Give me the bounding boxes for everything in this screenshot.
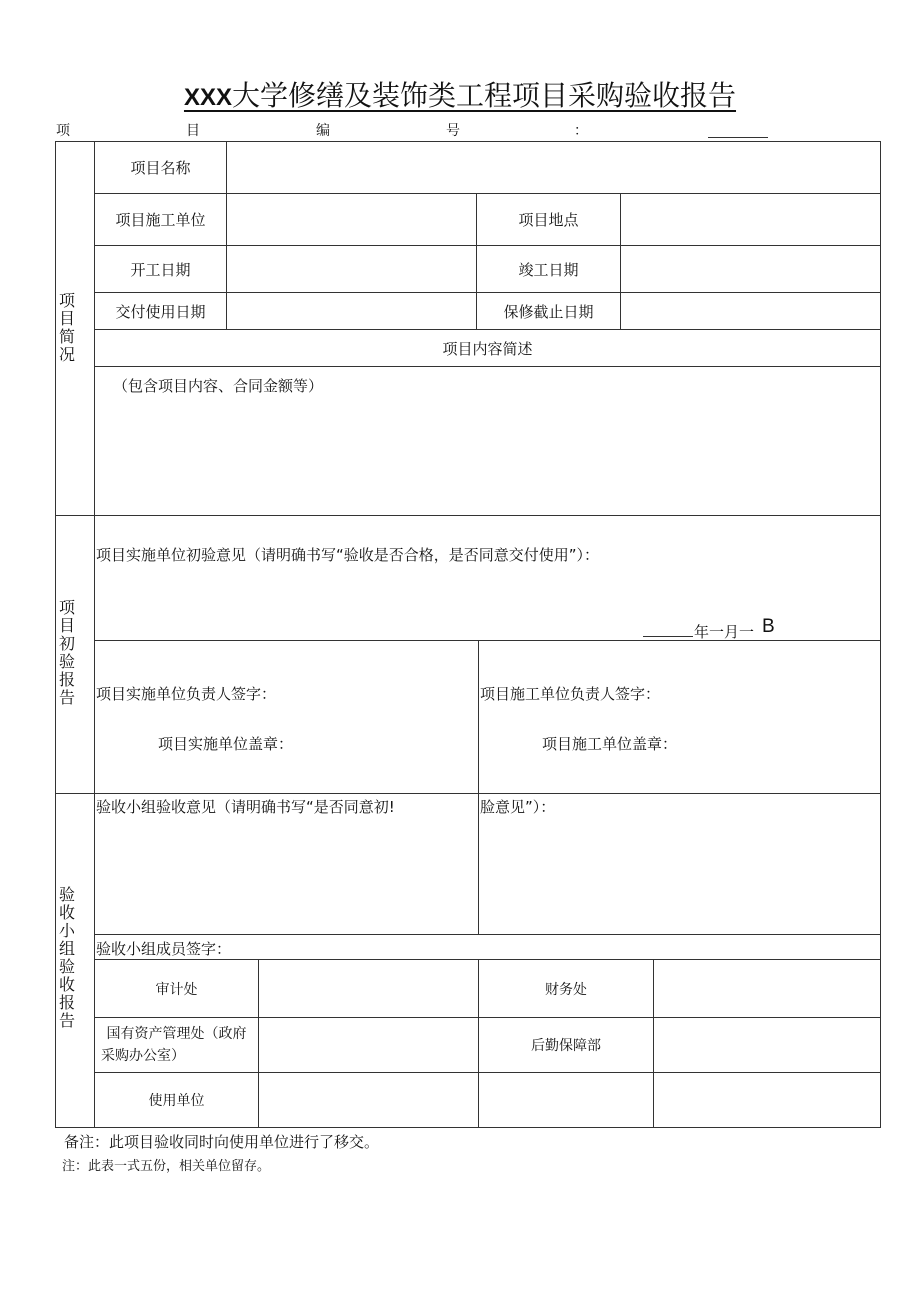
asset-label-line2: 采购办公室） <box>101 1048 185 1064</box>
col-divider <box>478 640 479 793</box>
delivery-date-label: 交付使用日期 <box>115 302 206 321</box>
table-border-right <box>880 141 881 1128</box>
project-number-char-2: 目 <box>186 123 200 139</box>
content-header: 项目内容简述 <box>442 339 533 358</box>
row-divider <box>94 640 881 641</box>
date-year-blank <box>643 622 693 637</box>
asset-label-line1: 国有资产管理处（政府 <box>106 1026 247 1042</box>
constr-sign-label: 项目施工单位负责人签字： <box>480 685 661 703</box>
empty-cell[interactable] <box>479 1073 653 1127</box>
warranty-end-label: 保修截止日期 <box>503 302 594 321</box>
location-label: 项目地点 <box>518 211 579 229</box>
section-divider <box>55 793 881 794</box>
content-field[interactable] <box>95 397 880 514</box>
constr-seal-label: 项目施工单位盖章： <box>542 735 678 753</box>
project-number-char-3: 编 <box>316 123 330 139</box>
user-unit-label: 使用单位 <box>148 1093 205 1109</box>
logistics-signature-field[interactable] <box>654 1018 880 1072</box>
project-number-char-1: 项 <box>56 123 70 139</box>
project-number-char-5: ： <box>574 123 588 139</box>
project-number-char-4: 号 <box>446 123 460 139</box>
audit-label: 审计处 <box>155 981 198 998</box>
date-text: 年一月一 <box>694 623 755 641</box>
impl-seal-label: 项目实施单位盖章： <box>158 735 294 753</box>
row-divider <box>94 366 881 367</box>
row-divider <box>94 934 881 935</box>
content-hint: （包含项目内容、合同金额等） <box>113 377 324 395</box>
impl-sign-label: 项目实施单位负责人签字： <box>96 685 277 703</box>
group-opinion-right: 脸意见”）： <box>480 798 556 816</box>
finance-label: 财务处 <box>545 981 587 998</box>
section-divider <box>55 515 881 516</box>
section2-side-label: 项 目 初 验 报 告 <box>58 598 75 707</box>
asset-management-label <box>95 1018 258 1072</box>
asset-signature-field[interactable] <box>259 1018 478 1072</box>
contractor-field[interactable] <box>227 194 476 245</box>
table-border-bottom <box>55 1127 881 1128</box>
contractor-label: 项目施工单位 <box>115 211 206 229</box>
audit-signature-field[interactable] <box>259 960 478 1017</box>
section3-side-label: 验 收 小 组 验 收 报 告 <box>58 885 75 1030</box>
warranty-end-field[interactable] <box>621 293 880 329</box>
project-name-label: 项目名称 <box>130 159 191 177</box>
initial-opinion-prompt: 项目实施单位初验意见（请明确书写“验收是否合格，是否同意交付使用”）： <box>96 546 600 564</box>
start-date-label: 开工日期 <box>130 260 191 279</box>
delivery-date-field[interactable] <box>227 293 476 329</box>
footer-remark: 备注：此项目验收同时向使用单位进行了移交。 <box>64 1133 380 1151</box>
empty-cell[interactable] <box>654 1073 880 1127</box>
project-number-blank <box>708 123 768 138</box>
footer-note: 注：此表一式五份，相关单位留存。 <box>62 1159 271 1174</box>
finance-signature-field[interactable] <box>654 960 880 1017</box>
title-prefix: XXX <box>183 84 232 111</box>
members-sign-label: 验收小组成员签字： <box>96 940 232 958</box>
project-name-field[interactable] <box>227 142 880 193</box>
section1-side-label: 项 目 简 况 <box>58 291 75 364</box>
initial-opinion-field[interactable] <box>95 568 880 618</box>
logistics-label: 后勤保障部 <box>531 1038 601 1054</box>
group-opinion-left: 验收小组验收意见（请明确书写“是否同意初! <box>96 798 395 816</box>
completion-date-label: 竣工日期 <box>518 260 579 279</box>
location-field[interactable] <box>621 194 880 245</box>
date-suffix: B <box>762 616 775 637</box>
completion-date-field[interactable] <box>621 246 880 292</box>
title-main: 大学修缮及装饰类工程项目采购验收报告 <box>232 79 737 112</box>
group-opinion-field[interactable] <box>95 820 880 933</box>
page-title <box>0 74 920 114</box>
user-unit-signature-field[interactable] <box>259 1073 478 1127</box>
start-date-field[interactable] <box>227 246 476 292</box>
